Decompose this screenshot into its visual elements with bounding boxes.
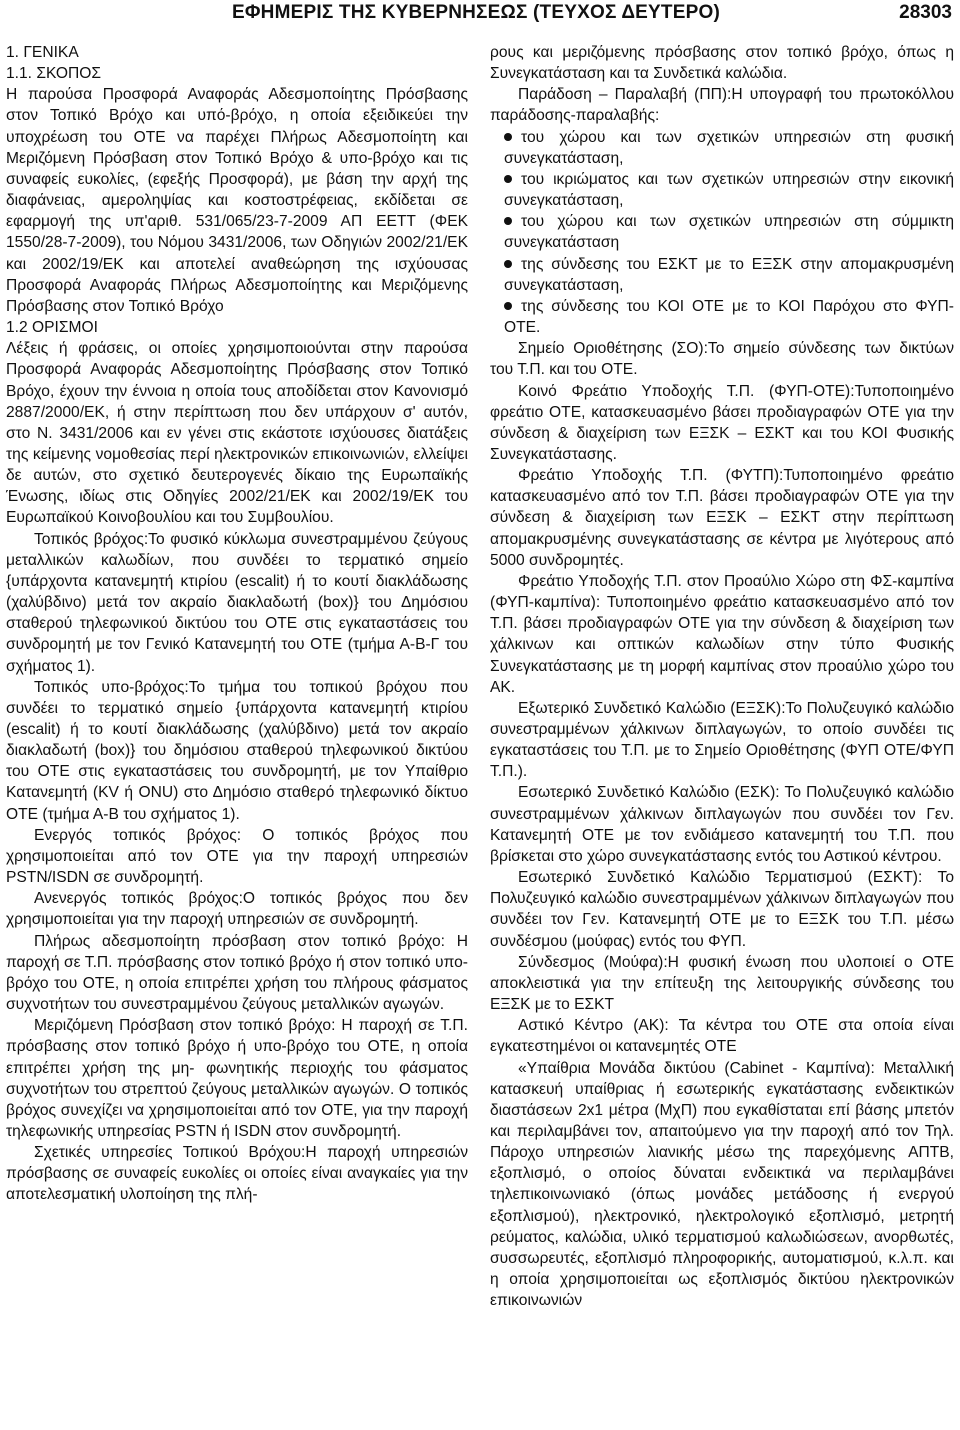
paragraph-text: Κοινό Φρεάτιο Υποδοχής Τ.Π. (ΦΥΠ-ΟΤΕ):Τυποποιημένο φρεάτιο ΟΤΕ, κατασκευασμένο βάσει προδιαγραφών ΟΤΕ για την σύνδεση & διαχείριση των ΕΞΣΚ – ΕΣΚΤ και του ΚΟΙ Φυσικής Συνεγκατάστασης.: [490, 382, 954, 463]
bullet-icon: [504, 133, 512, 141]
bullet-icon: [504, 175, 512, 183]
definition-paragraph: [490, 571, 954, 698]
bullet-icon: [504, 302, 512, 310]
bullet-icon: [504, 217, 512, 225]
gazette-title: ΕΦΗΜΕΡΙΣ ΤΗΣ ΚΥΒΕΡΝΗΣΕΩΣ (ΤΕΥΧΟΣ ΔΕΥΤΕΡΟ): [232, 2, 720, 23]
bullet-item: [490, 211, 954, 253]
paragraph-text: Ανενεργός τοπικός βρόχος:Ο τοπικός βρόχος που δεν χρησιμοποιείται για την παροχή υπηρεσιών σε συνδρομητή.: [6, 890, 468, 929]
paragraph-text: Σχετικές υπηρεσίες Τοπικού Βρόχου:Η παροχή υπηρεσιών πρόσβασης σε συναφείς ευκολίες οι οποίες είναι αναγκαίες για την αποτελεσματική υλοποίηση της πλή-: [6, 1144, 468, 1204]
page-header: [0, 0, 960, 30]
paragraph-text: Η παρούσα Προσφορά Αναφοράς Αδεσμοποίητης Πρόσβασης στον Τοπικό Βρόχο και υπό-βρόχο, η οποία εξειδικεύει την υποχρέωση του ΟΤΕ να παρέχει Πλήρως Αδεσμοποίητη και Μεριζόμενη Πρόσβαση στον Τοπικό Βρόχο & υπο-βρόχο και τις συναφείς ευκολίες, (εφεξής Προσφορά), με βάση την αρχή της διαφάνειας, αμεροληψίας και κοστοστρέφειας, εκδίδεται σε εφαρμογή της υπ'αριθ. 531/065/23-7-2009 ΑΠ ΕΕΤΤ (ΦΕΚ 1550/28-7-2009), του Νόμου 3431/2006, των Οδηγιών 2002/21/ΕΚ και 2002/19/ΕΚ και αποτελεί αναθεώρηση της ισχύουσας Προσφορά Αναφοράς Πλήρως Αδεσμοποίητης και Μεριζόμενης Πρόσβασης στον Τοπικό Βρόχο: [6, 86, 468, 315]
paragraph-text: Πλήρως αδεσμοποίητη πρόσβαση στον τοπικό βρόχο: Η παροχή σε Τ.Π. πρόσβασης στον τοπικό βρόχο ή στον τοπικό υπο-βρόχο του ΟΤΕ, η οποία επιτρέπει χρήση του πλήρους φάσματος συχνοτήτων του συνεστραμμένου ζεύγους μεταλλικών αγωγών.: [6, 932, 468, 1014]
definition-paragraph: [6, 825, 468, 888]
paragraph-text: 1.2 ΟΡΙΣΜΟΙ: [6, 319, 98, 337]
definition-paragraph: [6, 1142, 468, 1205]
paragraph: [6, 338, 468, 528]
paragraph-text: της σύνδεσης του ΚΟΙ ΟΤΕ με το ΚΟΙ Παρόχου στο ΦΥΠ-ΟΤΕ.: [504, 297, 954, 337]
paragraph: [6, 84, 468, 317]
definition-paragraph: [6, 931, 468, 1016]
right-column: [490, 42, 954, 1311]
definition-paragraph: [6, 888, 468, 930]
paragraph-text: Σημείο Οριοθέτησης (ΣΟ):Το σημείο σύνδεσης των δικτύων του Τ.Π. και του ΟΤΕ.: [490, 340, 954, 379]
paragraph-text: Μεριζόμενη Πρόσβαση στον τοπικό βρόχο: Η παροχή σε Τ.Π. πρόσβασης στον τοπικό βρόχο ή υπο-βρόχο του ΟΤΕ, η οποία επιτρέπει χρήση της μη- φωνητικής περιοχής του φάσματος συχνοτήτων του στρεπτού ζεύγους μεταλλικών αγωγών. Ο τοπικός βρόχος συνεχίζει να χρησιμοποιείται από τον ΟΤΕ, για την παροχή τηλεφωνικής υπηρεσίας PSTN ή ISDN στον συνδρομητή.: [6, 1017, 468, 1140]
definition-paragraph: [490, 84, 954, 126]
paragraph-text: του χώρου και των σχετικών υπηρεσιών στη φυσική συνεγκατάσταση,: [504, 128, 954, 167]
bullet-icon: [504, 260, 512, 268]
definition-paragraph: [490, 381, 954, 466]
paragraph-text: Τοπικός υπο-βρόχος:Το τμήμα του τοπικού βρόχου που συνδέει το τερματικό σημείο {υπάρχοντα κατανεμητή κτιρίου (escalit) ή το κουτί διακλάδωσης (χαλύβδινο) μετά τον ακραίο διακλαδωτή (box)} του δημόσιου σταθερού τηλεφωνικού δικτύου του ΟΤΕ στις εγκαταστάσεις του συνδρομητή, με τον Υπαίθριο Κατανεμητή (KV ή ONU) στο Δημόσιο σταθερό τηλεφωνικό δίκτυο ΟΤΕ (τμήμα Α-Β του σχήματος 1).: [6, 678, 468, 823]
definition-paragraph: [490, 338, 954, 380]
definition-paragraph: [490, 1058, 954, 1312]
paragraph-text: Φρεάτιο Υποδοχής Τ.Π. στον Προαύλιο Χώρο στη ΦΣ-καμπίνα (ΦΥΠ-καμπίνα): Τυποποιημένο φρεάτιο κατασκευασμένο από τον Τ.Π. βάσει προδιαγραφών ΟΤΕ για την σύνδεση & διαχείριση των χάλκινων και οπτικών καλωδίων στην τύπο Φυσικής Συνεγκατάστασης με τη μορφή καμπίνας στον προαύλιο χώρο του ΑΚ.: [490, 572, 954, 696]
paragraph-text: Εξωτερικό Συνδετικό Καλώδιο (ΕΞΣΚ):Το Πολυζευγικό καλώδιο συνεστραμμένων χάλκινων διπλαγωγών, το οποίο συνδέει τις εγκαταστάσεις του Τ.Π. με το Σημείο Οριοθέτησης (ΦΥΠ ΟΤΕ/ΦΥΠ Τ.Π.).: [490, 699, 954, 781]
paragraph-text: 1.1. ΣΚΟΠΟΣ: [6, 65, 102, 83]
paragraph-text: του ικριώματος και των σχετικών υπηρεσιών στην εικονική συνεγκατάσταση,: [504, 170, 954, 210]
paragraph-text: Παράδοση – Παραλαβή (ΠΠ):Η υπογραφή του πρωτοκόλλου παράδοσης-παραλαβής:: [490, 86, 954, 125]
paragraph-text: Τοπικός βρόχος:Το φυσικό κύκλωμα συνεστραμμένου ζεύγους μεταλλικών καλωδίων, που συνδέει το τερματικό σημείο {υπάρχοντα κατανεμητή κτιρίου (escalit) ή το κουτί διακλάδωσης (χαλύβδινο) μετά τον ακραίο διακλαδωτή (box)} του Δημόσιου σταθερού τηλεφωνικού δικτύου του ΟΤΕ στις εγκαταστάσεις του συνδρομητή με τον Γενικό Κατανεμητή του ΟΤΕ (τμήμα Α-Β-Γ του σχήματος 1).: [6, 530, 468, 675]
bullet-item: [490, 169, 954, 211]
paragraph-text: Εσωτερικό Συνδετικό Καλώδιο (ΕΣΚ): Το Πολυζευγικό καλώδιο συνεστραμμένων χάλκινων διπλαγωγών που συνδέει τον Γεν. Κατανεμητή ΟΤΕ με τον ενδιάμεσο κατανεμητή του Τ.Π. που βρίσκεται στο χώρο συνεγκατάστασης εντός του Αστικού κέντρου.: [490, 784, 954, 865]
section-heading: [6, 63, 468, 84]
definition-paragraph: [490, 698, 954, 783]
paragraph-text: Λέξεις ή φράσεις, οι οποίες χρησιμοποιούνται στην παρούσα Προσφορά Αναφοράς Αδεσμοποίητης Πρόσβασης στον Τοπικό Βρόχο, έχουν την έννοια η οποία τους αποδίδεται στον Κανονισμό 2887/2000/ΕΚ, ή στην περίπτωση που δεν υπάρχουν σ' αυτόν, στο Ν. 3431/2006 και εν γένει στις εκάστοτε ισχύουσες διατάξεις της κείμενης νομοθεσίας περί ηλεκτρονικών επικοινωνιών, ελλείψει δε αυτών, στο σχετικό δευτερογενές δίκαιο της Ευρωπαϊκής Ένωσης, ιδίως στις Οδηγίες 2002/21/ΕΚ και 2002/19/ΕΚ του Ευρωπαϊκού Κοινοβουλίου και του Συμβουλίου.: [6, 340, 468, 527]
paragraph-text: του χώρου και των σχετικών υπηρεσιών στη σύμμικτη συνεγκατάσταση: [504, 213, 954, 252]
paragraph-text: της σύνδεσης του ΕΣΚΤ με το ΕΞΣΚ στην απομακρυσμένη συνεγκατάσταση,: [504, 255, 954, 294]
paragraph-text: 1. ΓΕΝΙΚΑ: [6, 44, 79, 61]
definition-paragraph: [490, 465, 954, 571]
definition-paragraph: [6, 1015, 468, 1142]
definition-paragraph: [6, 677, 468, 825]
definition-paragraph: [490, 952, 954, 1015]
paragraph-text: «Υπαίθρια Μονάδα δικτύου (Cabinet - Καμπίνα): Μεταλλική κατασκευή υπαίθριας ή εσωτερικής εγκατάστασης ενδεικτικών διαστάσεων 2x1 μέτρα (ΜχΠ) που εγκαθίσταται επί βάσης μπετόν και περιλαμβάνει τον, απαιτούμενο για την παροχή από τον Τηλ. Πάροχο υπηρεσιών λιανικής μέσω της παρεχόμενης ΑΠΤΒ, εξοπλισμό, ο οποίος δύναται ενδεικτικά να περιλαμβάνει τηλεπικοινωνιακό (όπως μονάδες μετάδοσης ή ενεργού εξοπλισμού), ηλεκτρονικό, ηλεκτρολογικό εξοπλισμό, μετρητή ρεύματος, καλώδια, υλικό τερματισμού καλωδιώσεων, ανορθωτές, συσσωρευτές, εξοπλισμό πληροφορικής, αυτοματισμού, κ.λ.π. και η οποία χρησιμοποιείται ως εξοπλισμός δικτύου ηλεκτρονικών επικοινωνιών: [490, 1059, 954, 1310]
paragraph-text: Εσωτερικό Συνδετικό Καλώδιο Τερματισμού (ΕΣΚΤ): Το Πολυζευγικό καλώδιο συνεστραμμένων χάλκινων διπλαγωγών που συνδέει τον Γεν. Κατανεμητή ΟΤΕ με το ΕΞΣΚ του Τ.Π. μέσω συνδέσμου (μούφας) εντός του ΦΥΠ.: [490, 869, 954, 950]
section-heading: [6, 317, 468, 338]
bullet-item: [490, 127, 954, 169]
left-column: [6, 42, 468, 1206]
definition-paragraph: [490, 867, 954, 952]
definition-paragraph: [490, 1015, 954, 1057]
paragraph-text: ρους και μεριζόμενης πρόσβασης στον τοπικό βρόχο, όπως η Συνεγκατάσταση και τα Συνδετικά καλώδια.: [490, 44, 954, 83]
paragraph-text: Φρεάτιο Υποδοχής Τ.Π. (ΦΥΤΠ):Τυποποιημένο φρεάτιο κατασκευασμένο από τον Τ.Π. βάσει προδιαγραφών ΟΤΕ για την σύνδεση & διαχείριση των ΕΞΣΚ – ΕΣΚΤ στην περίπτωση απομακρυσμένης συνεγκατάστασης σε κέντρα με λιγότερους από 5000 συνδρομητές.: [490, 467, 954, 569]
definition-paragraph: [490, 782, 954, 867]
bullet-item: [490, 296, 954, 338]
page-number: 28303: [899, 2, 952, 23]
paragraph: [490, 42, 954, 84]
definition-paragraph: [6, 529, 468, 677]
section-heading: [6, 42, 468, 63]
paragraph-text: Ενεργός τοπικός βρόχος: Ο τοπικός βρόχος που χρησιμοποιείται από τον ΟΤΕ για την παροχή υπηρεσιών PSTN/ISDN σε συνδρομητή.: [6, 826, 468, 887]
bullet-item: [490, 254, 954, 296]
paragraph-text: Αστικό Κέντρο (ΑΚ): Τα κέντρα του ΟΤΕ στα οποία είναι εγκατεστημένοι οι κατανεμητές ΟΤΕ: [490, 1017, 954, 1056]
paragraph-text: Σύνδεσμος (Μούφα):Η φυσική ένωση που υλοποιεί ο ΟΤΕ αποκλειστικά για την επίτευξη της λειτουργικής σύνδεσης του ΕΞΣΚ με το ΕΣΚΤ: [490, 953, 954, 1014]
